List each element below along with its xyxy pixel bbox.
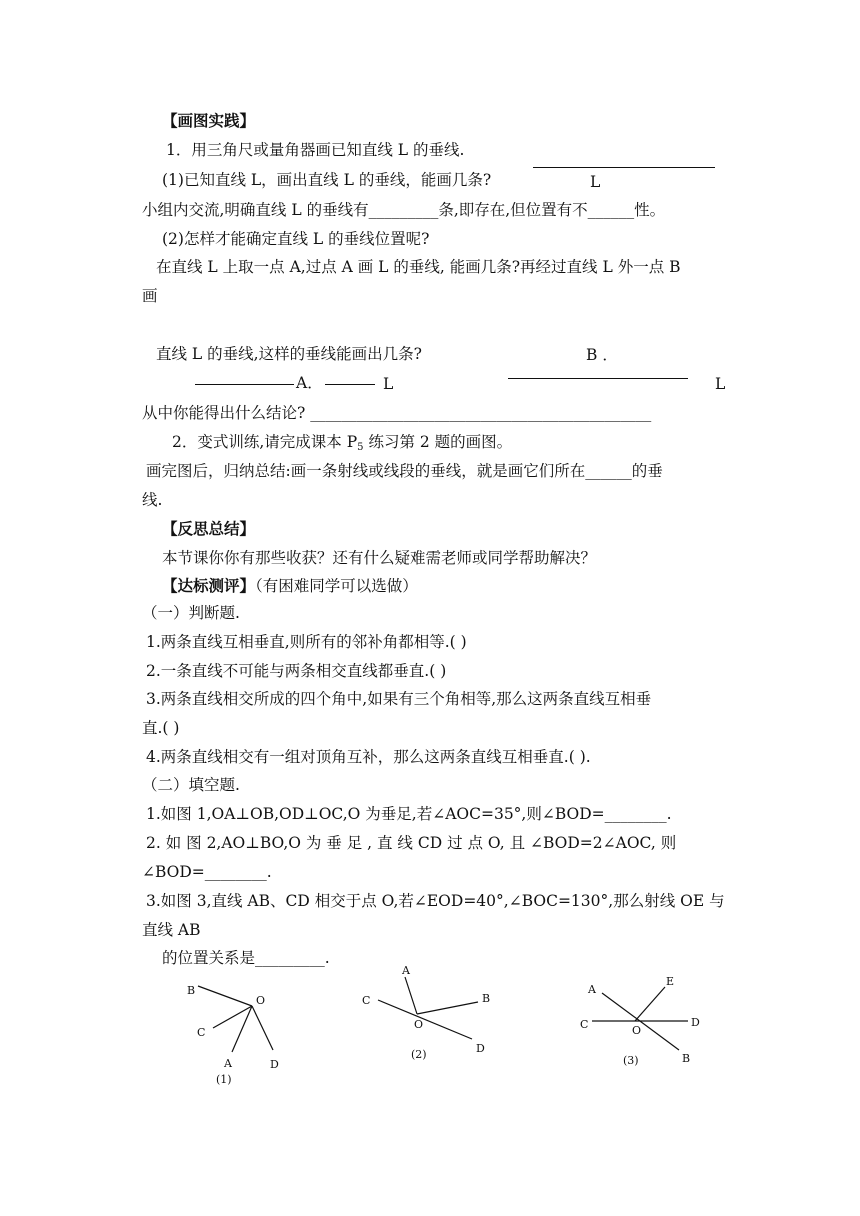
judgment-3: 3.两条直线相交所成的四个角中,如果有三个角相等,那么这两条直线互相垂 (146, 690, 652, 708)
fig2-label-D: D (476, 1042, 485, 1055)
fig2-ray-OB (417, 1002, 478, 1014)
paragraph-7-cont: 线. (142, 491, 163, 509)
figure-3 (592, 987, 688, 1050)
fig3-caption: (3) (623, 1054, 639, 1067)
section-title-reflection: 【反思总结】 (162, 519, 256, 538)
fig1-ray-OB (198, 986, 252, 1006)
judgment-4: 4.两条直线相交有一组对顶角互补，那么这两条直线互相垂直.( ). (146, 748, 591, 766)
paragraph-5: 直线 L 的垂线,这样的垂线能画出几条? (156, 345, 422, 363)
fig1-label-O: O (256, 994, 266, 1007)
fig2-label-O: O (414, 1018, 424, 1031)
fill-1: 1.如图 1,OA⊥OB,OD⊥OC,O 为垂足,若∠AOC=35°,则∠BOD=________. (146, 805, 672, 823)
question-2-text-end: 练习第 2 题的画图。 (363, 433, 513, 451)
figure-2 (378, 977, 478, 1039)
fill-3: 3.如图 3,直线 AB、CD 相交于点 O,若∠EOD=40°,∠BOC=130°,那么射线 OE 与 (146, 892, 725, 910)
fig1-ray-OC (213, 1006, 252, 1028)
fig3-label-E: E (666, 975, 675, 988)
section-title-assessment: 【达标测评】 (162, 576, 256, 595)
paragraph-4-cont: 画 (142, 287, 158, 305)
fig3-label-D: D (691, 1016, 700, 1029)
part-2-heading: （二）填空题. (142, 776, 240, 794)
fig1-label-B: B (187, 984, 196, 997)
question-2-text: 2．变式训练,请完成课本 P (172, 433, 358, 451)
fig1-label-A: A (224, 1057, 232, 1070)
fig3-label-O: O (632, 1024, 642, 1037)
fig2-ray-OA (405, 977, 417, 1014)
section-title-drawing-practice: 【画图实践】 (162, 111, 256, 130)
paragraph-4: 在直线 L 上取一点 A,过点 A 画 L 的垂线, 能画几条?再经过直线 L 外一点 B (156, 258, 681, 276)
fig3-label-A: A (588, 983, 596, 996)
fig1-label-C: C (197, 1026, 206, 1039)
fig1-ray-OA (232, 1006, 252, 1052)
fig1-caption: (1) (216, 1073, 232, 1086)
point-A-label: A． (296, 374, 323, 392)
question-1: 1．用三角尺或量角器画已知直线 L 的垂线. (166, 141, 465, 159)
part-1-heading: （一）判断题. (142, 604, 240, 622)
judgment-1: 1.两条直线互相垂直,则所有的邻补角都相等.( ) (146, 633, 467, 651)
fig2-label-A: A (402, 964, 410, 977)
fill-2: 2. 如 图 2,AO⊥BO,O 为 垂 足 , 直 线 CD 过 点 O, 且 ∠BOD=2∠AOC, 则 (146, 834, 677, 852)
line-label-L-top: L (590, 173, 601, 191)
assessment-note: （有困难同学可以选做） (255, 577, 418, 595)
paragraph-3: (2)怎样才能确定直线 L 的垂线位置呢? (162, 230, 430, 248)
fig3-label-C: C (580, 1018, 589, 1031)
fig1-label-D: D (270, 1058, 279, 1071)
fig2-label-C: C (362, 994, 371, 1007)
fill-3-cont2: 的位置关系是_________. (162, 949, 330, 967)
fig3-label-B: B (682, 1052, 691, 1065)
paragraph-2: 小组内交流,明确直线 L 的垂线有_________条,即存在,但位置有不______性。 (142, 201, 666, 219)
fig3-ray-OE (635, 987, 665, 1021)
line-label-L-A: L (383, 375, 394, 393)
paragraph-1: (1)已知直线 L，画出直线 L 的垂线，能画几条? (162, 171, 492, 189)
paragraph-7: 画完图后，归纳总结:画一条射线或线段的垂线，就是画它们所在______的垂 (146, 462, 663, 480)
judgment-3-cont: 直.( ) (142, 719, 180, 737)
fig1-ray-OD (252, 1006, 273, 1050)
point-B-label: B ． (586, 346, 618, 364)
question-2-subscript: 5 (357, 442, 364, 453)
reflection-text: 本节课你你有那些收获？还有什么疑难需老师或同学帮助解决？ (162, 549, 597, 567)
fig2-caption: (2) (411, 1048, 427, 1061)
paragraph-6: 从中你能得出什么结论? ____________________________________________ (142, 404, 652, 422)
fill-3-cont: 直线 AB (142, 921, 201, 939)
line-label-L-B: L (715, 375, 726, 393)
fill-2-cont: ∠BOD=________. (142, 863, 272, 881)
fig2-label-B: B (482, 992, 491, 1005)
judgment-2: 2.一条直线不可能与两条相交直线都垂直.( ) (146, 662, 447, 680)
